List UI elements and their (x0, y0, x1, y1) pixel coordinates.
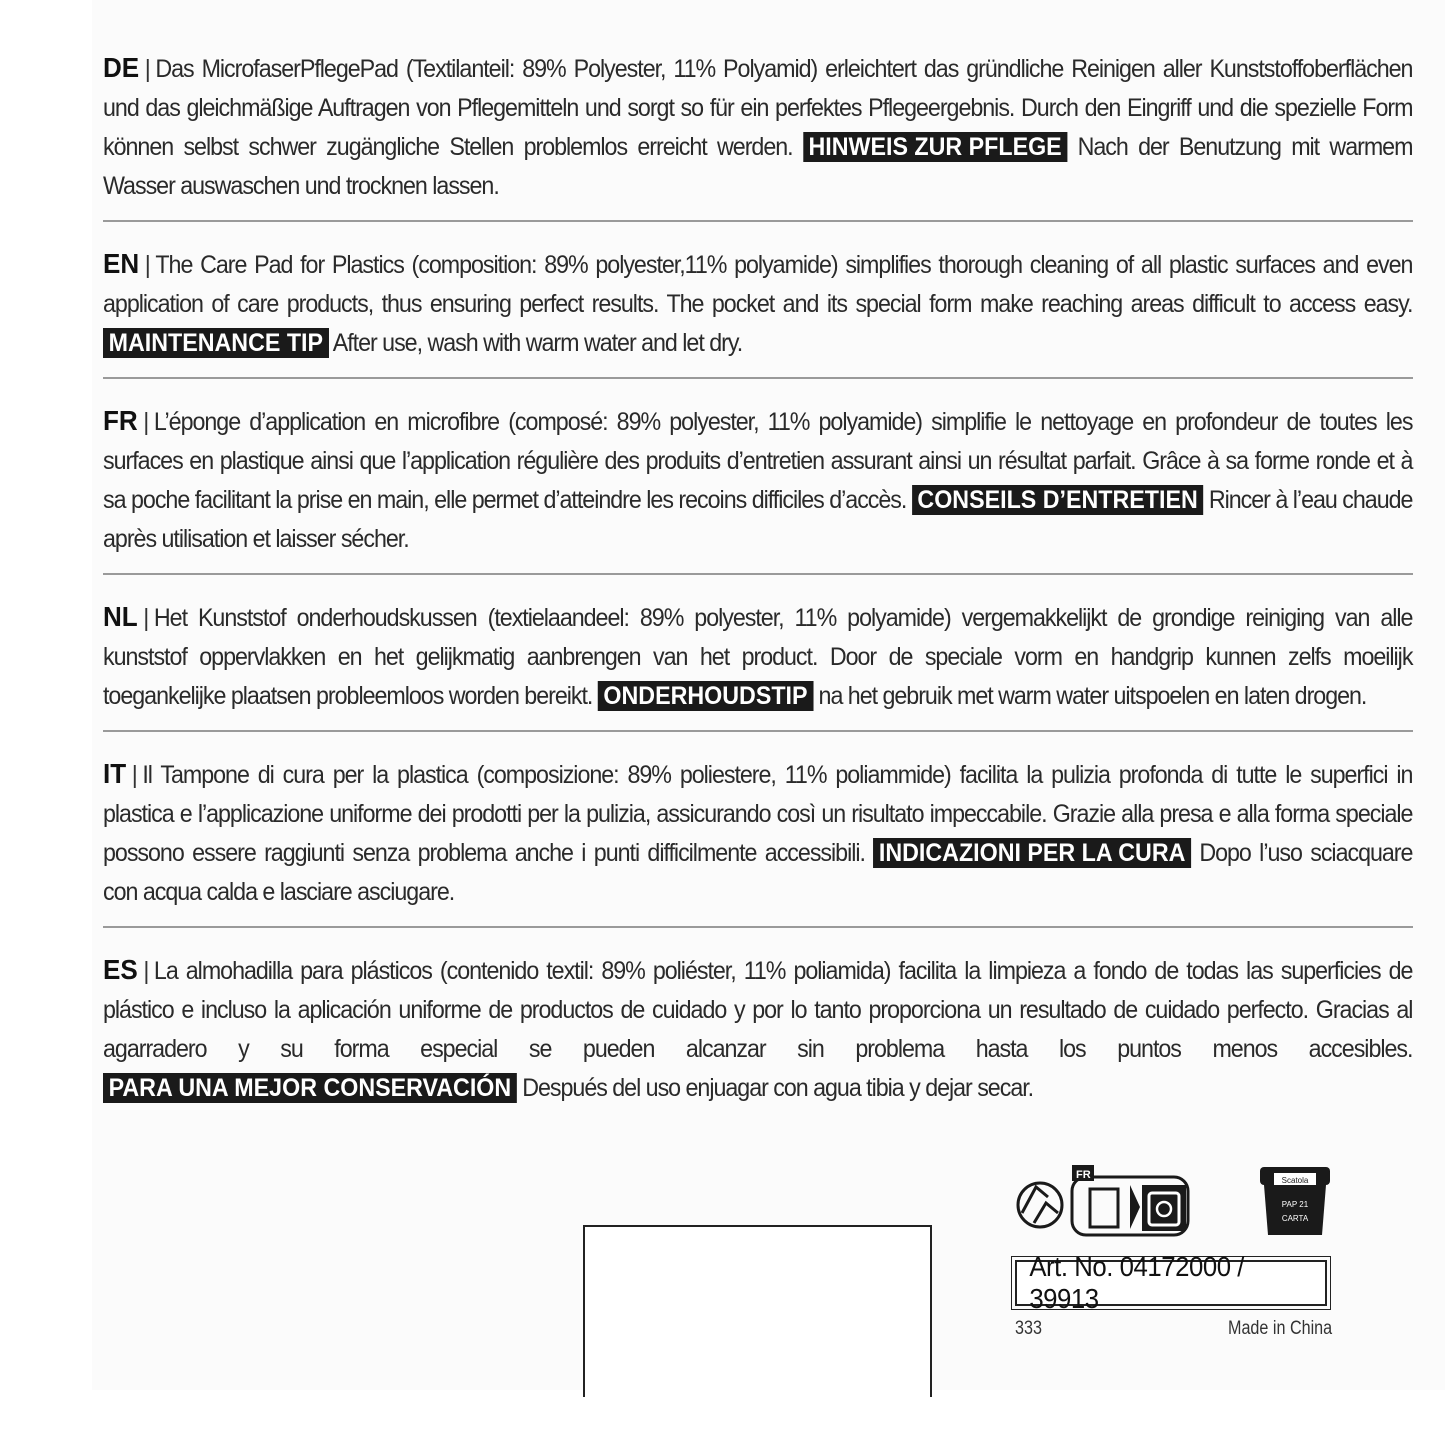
bin-material: CARTA (1281, 1214, 1309, 1223)
language-code: ES (103, 954, 138, 985)
section-paragraph (103, 48, 1412, 206)
section-it (103, 744, 1413, 928)
article-number: Art. No. 04172000 / 39913 (1029, 1251, 1244, 1314)
instructions-column (103, 38, 1413, 1134)
bin-code: PAP 21 (1281, 1200, 1309, 1209)
language-code: EN (103, 248, 140, 279)
section-text: L’éponge d’application en microfibre (composé: 89% polyester, 11% polyamide) simplifie le nettoyage en profondeur de toutes les surfaces en plastique ainsi que l’application régulière des produits d’entretien assurant ainsi un résultat parfait. Grâce à sa forme ronde et à sa poche facilitant la prise en main, elle permet d’atteindre les recoins difficiles d’accès. (103, 408, 1413, 514)
section-text: Il Tampone di cura per la plastica (composizione: 89% poliestere, 11% poliammide) facilita la pulizia profonda di tutte le superfici in plastica e l’applicazione uniforme dei prodotti per la pulizia, assicurando così un risultato impeccabile. Grazie alla presa e alla forma speciale possono essere raggiunti senza problema anche i punti difficilmente accessibili. (103, 761, 1413, 867)
section-text: Het Kunststof onderhoudskussen (textielaandeel: 89% polyester, 11% polyamide) vergemakkelijkt de grondige reiniging van alle kunststof oppervlakken en het gelijkmatig aanbrengen van het product. Door de speciale vorm en handgrip kunnen zelfs moeilijk toegankelijke plaatsen probleemloos worden bereikt. (103, 604, 1413, 710)
section-de (103, 38, 1413, 222)
language-code: NL (103, 601, 138, 632)
care-tip-label: PARA UNA MEJOR CONSERVACIÓN (103, 1073, 517, 1103)
language-code: DE (103, 52, 140, 83)
care-tip-text: Nach der Benutzung mit warmem Wasser auswaschen und trocknen lassen. (103, 133, 1413, 200)
language-code: FR (103, 405, 138, 436)
blank-label-box (583, 1225, 932, 1397)
section-en (103, 234, 1413, 379)
care-tip-label: MAINTENANCE TIP (103, 328, 329, 358)
section-nl (103, 587, 1413, 732)
footer-origin-text: Made in China (1228, 1318, 1333, 1339)
care-tip-text: Rincer à l’eau chaude après utilisation et laisser sécher. (103, 486, 1413, 553)
section-paragraph (103, 401, 1412, 559)
care-tip-text: Dopo l’uso sciacquare con acqua calda e lasciare asciugare. (103, 839, 1413, 906)
section-text: Das MicrofaserPflegePad (Textilanteil: 89% Polyester, 11% Polyamid) erleichtert das gründliche Reinigen aller Kunststoffoberflächen und das gleichmäßige Auftragen von Pflegemitteln und sorgt so für ein perfektes Pflegeergebnis. Durch den Eingriff und die spezielle Form können selbst schwer zugängliche Stellen problemlos erreicht werden. (103, 55, 1413, 161)
recycling-icons-svg (1012, 1163, 1342, 1243)
recycling-icons (1012, 1163, 1342, 1248)
section-paragraph (103, 597, 1412, 716)
care-tip-text: na het gebruik met warm water uitspoelen en laten drogen. (818, 682, 1367, 710)
section-paragraph (103, 950, 1412, 1108)
paper-bin-icon (1260, 1167, 1330, 1235)
care-tip-label: CONSEILS D’ENTRETIEN (912, 485, 1203, 515)
section-paragraph (103, 244, 1412, 363)
separator: | (131, 761, 137, 789)
footer-code-text: 333 (1015, 1318, 1042, 1339)
care-tip-text: Después del uso enjuagar con agua tibia y dejar secar. (522, 1074, 1034, 1102)
separator: | (144, 251, 150, 279)
care-tip-text: After use, wash with warm water and let dry. (332, 329, 743, 357)
footer-origin (1228, 1318, 1351, 1340)
separator: | (143, 957, 149, 985)
fr-label: FR (1076, 1169, 1091, 1181)
bin-top-label: Scatola (1281, 1176, 1309, 1185)
footer-code (1015, 1318, 1047, 1340)
care-tip-label: ONDERHOUDSTIP (598, 681, 813, 711)
care-tip-label: HINWEIS ZUR PFLEGE (803, 132, 1067, 162)
separator: | (143, 604, 149, 632)
triman-icon (1018, 1183, 1062, 1227)
section-paragraph (103, 754, 1412, 912)
section-es (103, 940, 1413, 1122)
article-number-box (1015, 1251, 1327, 1314)
section-text: La almohadilla para plásticos (contenido textil: 89% poliéster, 11% poliamida) facilita la limpieza a fondo de todas las superficies de plástico e incluso la aplicación uniforme de productos de cuidado y por lo tanto proporciona un resultado de cuidado perfecto. Gracias al agarradero y su forma especial se pueden alcanzar sin problema hasta los puntos menos accesibles. (103, 957, 1413, 1063)
separator: | (143, 408, 149, 436)
separator: | (144, 55, 150, 83)
language-code: IT (103, 758, 127, 789)
care-tip-label: INDICAZIONI PER LA CURA (873, 838, 1191, 868)
section-text: The Care Pad for Plastics (composition: 89% polyester,11% polyamide) simplifies thorough cleaning of all plastic surfaces and even application of care products, thus ensuring perfect results. The pocket and its special form make reaching areas difficult to access easy. (103, 251, 1413, 318)
section-fr (103, 391, 1413, 575)
